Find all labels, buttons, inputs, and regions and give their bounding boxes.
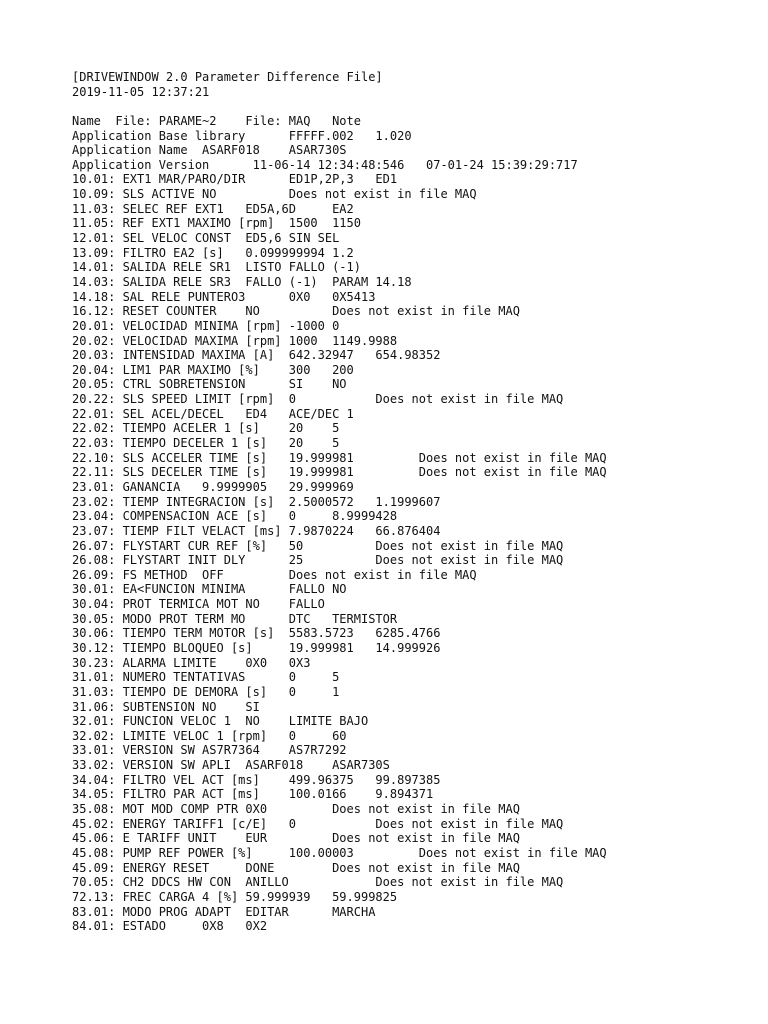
parameter-row: 30.01: EA<FUNCION MINIMA FALLO NO — [72, 582, 347, 597]
parameter-row: 45.06: E TARIFF UNIT EUR Does not exist in file MAQ — [72, 831, 520, 846]
parameter-row: 16.12: RESET COUNTER NO Does not exist in file MAQ — [72, 304, 520, 319]
parameter-row: 32.02: LIMITE VELOC 1 [rpm] 0 60 — [72, 728, 347, 743]
parameter-row: 26.07: FLYSTART CUR REF [%] 50 Does not exist in file MAQ — [72, 538, 564, 553]
parameter-row: 23.07: TIEMP FILT VELACT [ms] 7.9870224 66.876404 — [72, 523, 441, 538]
parameter-row: 45.08: PUMP REF POWER [%] 100.00003 Does not exist in file MAQ — [72, 845, 607, 860]
parameter-list — [72, 172, 752, 933]
parameter-row: 20.01: VELOCIDAD MINIMA [rpm] -1000 0 — [72, 318, 340, 333]
parameter-row: 34.05: FILTRO PAR ACT [ms] 100.0166 9.894371 — [72, 787, 434, 802]
parameter-row: 34.04: FILTRO VEL ACT [ms] 499.96375 99.897385 — [72, 772, 441, 787]
parameter-row: 35.08: MOT MOD COMP PTR 0X0 Does not exist in file MAQ — [72, 802, 520, 817]
parameter-row: 14.18: SAL RELE PUNTERO3 0X0 0X5413 — [72, 289, 376, 304]
parameter-row: 10.09: SLS ACTIVE NO Does not exist in file MAQ — [72, 187, 477, 202]
parameter-row: 45.09: ENERGY RESET DONE Does not exist in file MAQ — [72, 860, 520, 875]
file-metadata — [72, 114, 752, 173]
parameter-row: 30.12: TIEMPO BLOQUEO [s] 19.999981 14.999926 — [72, 640, 441, 655]
parameter-row: 31.01: NUMERO TENTATIVAS 0 5 — [72, 670, 340, 685]
parameter-row: 30.05: MODO PROT TERM MO DTC TERMISTOR — [72, 611, 398, 626]
parameter-row: 23.04: COMPENSACION ACE [s] 0 8.9999428 — [72, 509, 398, 524]
parameter-row: 84.01: ESTADO 0X8 0X2 — [72, 919, 268, 934]
parameter-row: 22.11: SLS DECELER TIME [s] 19.999981 Does not exist in file MAQ — [72, 465, 607, 480]
parameter-row: 72.13: FREC CARGA 4 [%] 59.999939 59.999825 — [72, 889, 398, 904]
parameter-row: 33.01: VERSION SW AS7R7364 AS7R7292 — [72, 743, 347, 758]
parameter-row: 31.06: SUBTENSION NO SI — [72, 699, 260, 714]
parameter-row: 32.01: FUNCION VELOC 1 NO LIMITE BAJO — [72, 714, 369, 729]
parameter-row: 20.02: VELOCIDAD MAXIMA [rpm] 1000 1149.9988 — [72, 333, 398, 348]
parameter-row: 33.02: VERSION SW APLI ASARF018 ASAR730S — [72, 758, 390, 773]
metadata-line: Application Version 11-06-14 12:34:48:546 07-01-24 15:39:29:717 — [72, 157, 578, 172]
metadata-line: Name File: PARAME~2 File: MAQ Note — [72, 113, 361, 128]
parameter-row: 23.01: GANANCIA 9.9999905 29.999969 — [72, 479, 354, 494]
parameter-row: 30.06: TIEMPO TERM MOTOR [s] 5583.5723 6285.4766 — [72, 626, 441, 641]
parameter-row: 22.01: SEL ACEL/DECEL ED4 ACE/DEC 1 — [72, 406, 354, 421]
parameter-row: 13.09: FILTRO EA2 [s] 0.099999994 1.2 — [72, 245, 354, 260]
metadata-line: Application Base library FFFFF.002 1.020 — [72, 128, 412, 143]
parameter-row: 22.03: TIEMPO DECELER 1 [s] 20 5 — [72, 436, 340, 451]
file-timestamp: 2019-11-05 12:37:21 — [72, 84, 210, 99]
parameter-row: 26.09: FS METHOD OFF Does not exist in file MAQ — [72, 567, 477, 582]
parameter-row: 14.03: SALIDA RELE SR3 FALLO (-1) PARAM 14.18 — [72, 274, 412, 289]
parameter-row: 30.23: ALARMA LIMITE 0X0 0X3 — [72, 655, 311, 670]
parameter-row: 22.10: SLS ACCELER TIME [s] 19.999981 Does not exist in file MAQ — [72, 450, 607, 465]
parameter-row: 20.05: CTRL SOBRETENSION SI NO — [72, 377, 347, 392]
file-title: [DRIVEWINDOW 2.0 Parameter Difference File] — [72, 70, 383, 84]
metadata-line: Application Name ASARF018 ASAR730S — [72, 143, 347, 158]
parameter-row: 11.03: SELEC REF EXT1 ED5A,6D EA2 — [72, 201, 354, 216]
parameter-row: 10.01: EXT1 MAR/PARO/DIR ED1P,2P,3 ED1 — [72, 172, 398, 187]
document-body — [72, 70, 752, 934]
parameter-row: 20.03: INTENSIDAD MAXIMA [A] 642.32947 654.98352 — [72, 348, 441, 363]
parameter-row: 83.01: MODO PROG ADAPT EDITAR MARCHA — [72, 904, 376, 919]
parameter-row: 20.22: SLS SPEED LIMIT [rpm] 0 Does not exist in file MAQ — [72, 392, 564, 407]
parameter-row: 20.04: LIM1 PAR MAXIMO [%] 300 200 — [72, 362, 354, 377]
parameter-row: 14.01: SALIDA RELE SR1 LISTO FALLO (-1) — [72, 260, 361, 275]
parameter-row: 30.04: PROT TERMICA MOT NO FALLO — [72, 597, 325, 612]
parameter-row: 45.02: ENERGY TARIFF1 [c/E] 0 Does not exist in file MAQ — [72, 816, 564, 831]
blank-line — [72, 99, 752, 114]
parameter-row: 11.05: REF EXT1 MAXIMO [rpm] 1500 1150 — [72, 216, 361, 231]
parameter-row: 22.02: TIEMPO ACELER 1 [s] 20 5 — [72, 421, 340, 436]
parameter-row: 70.05: CH2 DDCS HW CON ANILLO Does not exist in file MAQ — [72, 875, 564, 890]
parameter-row: 23.02: TIEMP INTEGRACION [s] 2.5000572 1.1999607 — [72, 494, 441, 509]
parameter-row: 26.08: FLYSTART INIT DLY 25 Does not exist in file MAQ — [72, 553, 564, 568]
parameter-row: 12.01: SEL VELOC CONST ED5,6 SIN SEL — [72, 231, 340, 246]
parameter-row: 31.03: TIEMPO DE DEMORA [s] 0 1 — [72, 684, 340, 699]
